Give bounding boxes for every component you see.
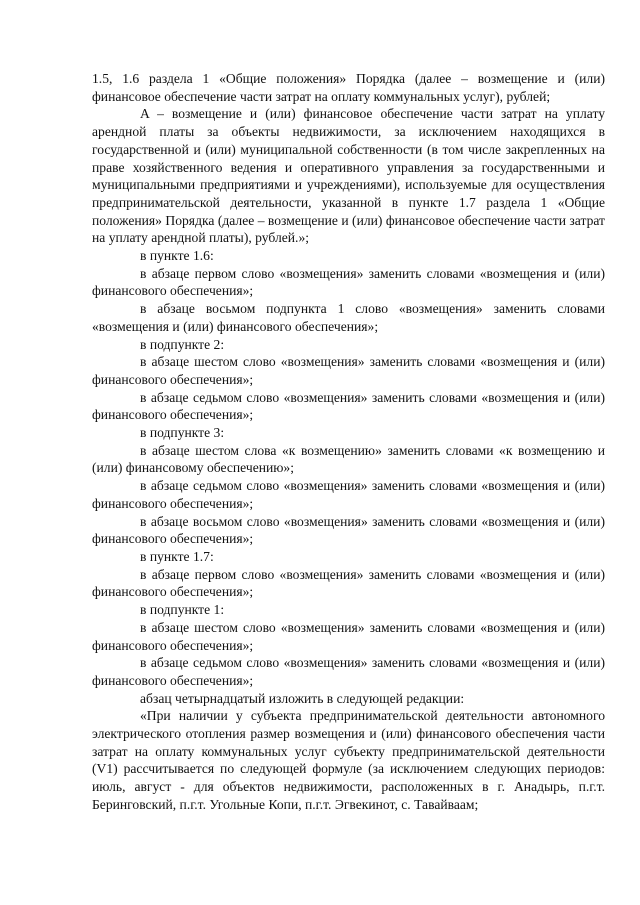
paragraph-item-1-6: в пункте 1.6: (140, 248, 214, 264)
paragraph: в абзаце шестом слова «к возмещению» заменить словами «к возмещению и (или) финансовому обеспечению»; (92, 442, 605, 476)
paragraph-continuation: 1.5, 1.6 раздела 1 «Общие положения» Порядка (далее – возмещение и (или) финансовое обеспечение части затрат на оплату коммунальных услуг), рублей; (92, 71, 605, 104)
paragraph: в абзаце первом слово «возмещения» заменить словами «возмещения и (или) финансового обеспечения»; (92, 566, 605, 600)
paragraph: в абзаце седьмом слово «возмещения» заменить словами «возмещения и (или) финансового обеспечения»; (92, 655, 605, 688)
paragraph: абзац четырнадцатый изложить в следующей редакции: (140, 690, 465, 706)
paragraph: в абзаце восьмом подпункта 1 слово «возмещения» заменить словами «возмещения и (или) финансового обеспечения»; (92, 301, 605, 334)
paragraph: в абзаце первом слово «возмещения» заменить словами «возмещения и (или) финансового обеспечения»; (92, 265, 605, 299)
paragraph-subitem-3: в подпункте 3: (140, 425, 225, 441)
paragraph: в абзаце шестом слово «возмещения» заменить словами «возмещения и (или) финансового обеспечения»; (92, 354, 605, 387)
paragraph-new-wording: «При наличии у субъекта предпринимательской деятельности автономного электрического отопления размер возмещения и (или) финансового обеспечения части затрат на оплату коммунальных услуг субъекту предпринимательской деятельности (V1) рассчитывается по следующей формуле (за исключением следующих периодов: июль, август - для объектов недвижимости, расположенных в г. Анадырь, п.г.т. Беринговский, п.г.т. Угольные Копи, п.г.т. Эгвекинот, с. Тавайваам; (92, 708, 605, 812)
paragraph: в абзаце шестом слово «возмещения» заменить словами «возмещения и (или) финансового обеспечения»; (92, 619, 605, 653)
paragraph-subitem-2: в подпункте 2: (140, 336, 225, 352)
paragraph-item-1-7: в пункте 1.7: (140, 548, 214, 564)
paragraph-definition-a: A – возмещение и (или) финансовое обеспечение части затрат на уплату арендной платы за объекты недвижимости, за исключением находящихся в государственной и (или) муниципальной собственности (в том числе закрепленных на праве хозяйственного ведения и оперативного управления за государственными и муниципальными предприятиями и учреждениями), используемые для осуществления предпринимательской деятельности, указанной в пункте 1.7 раздела 1 «Общие положения» Порядка (далее – возмещение и (или) финансовое обеспечение части затрат на уплату арендной платы), рублей.»; (92, 106, 605, 246)
paragraph: в абзаце седьмом слово «возмещения» заменить словами «возмещения и (или) финансового обеспечения»; (92, 478, 605, 511)
paragraph: в абзаце седьмом слово «возмещения» заменить словами «возмещения и (или) финансового обеспечения»; (92, 389, 605, 423)
paragraph-subitem-1: в подпункте 1: (140, 602, 225, 618)
paragraph: в абзаце восьмом слово «возмещения» заменить словами «возмещения и (или) финансового обеспечения»; (92, 513, 605, 547)
document-page (92, 70, 605, 814)
